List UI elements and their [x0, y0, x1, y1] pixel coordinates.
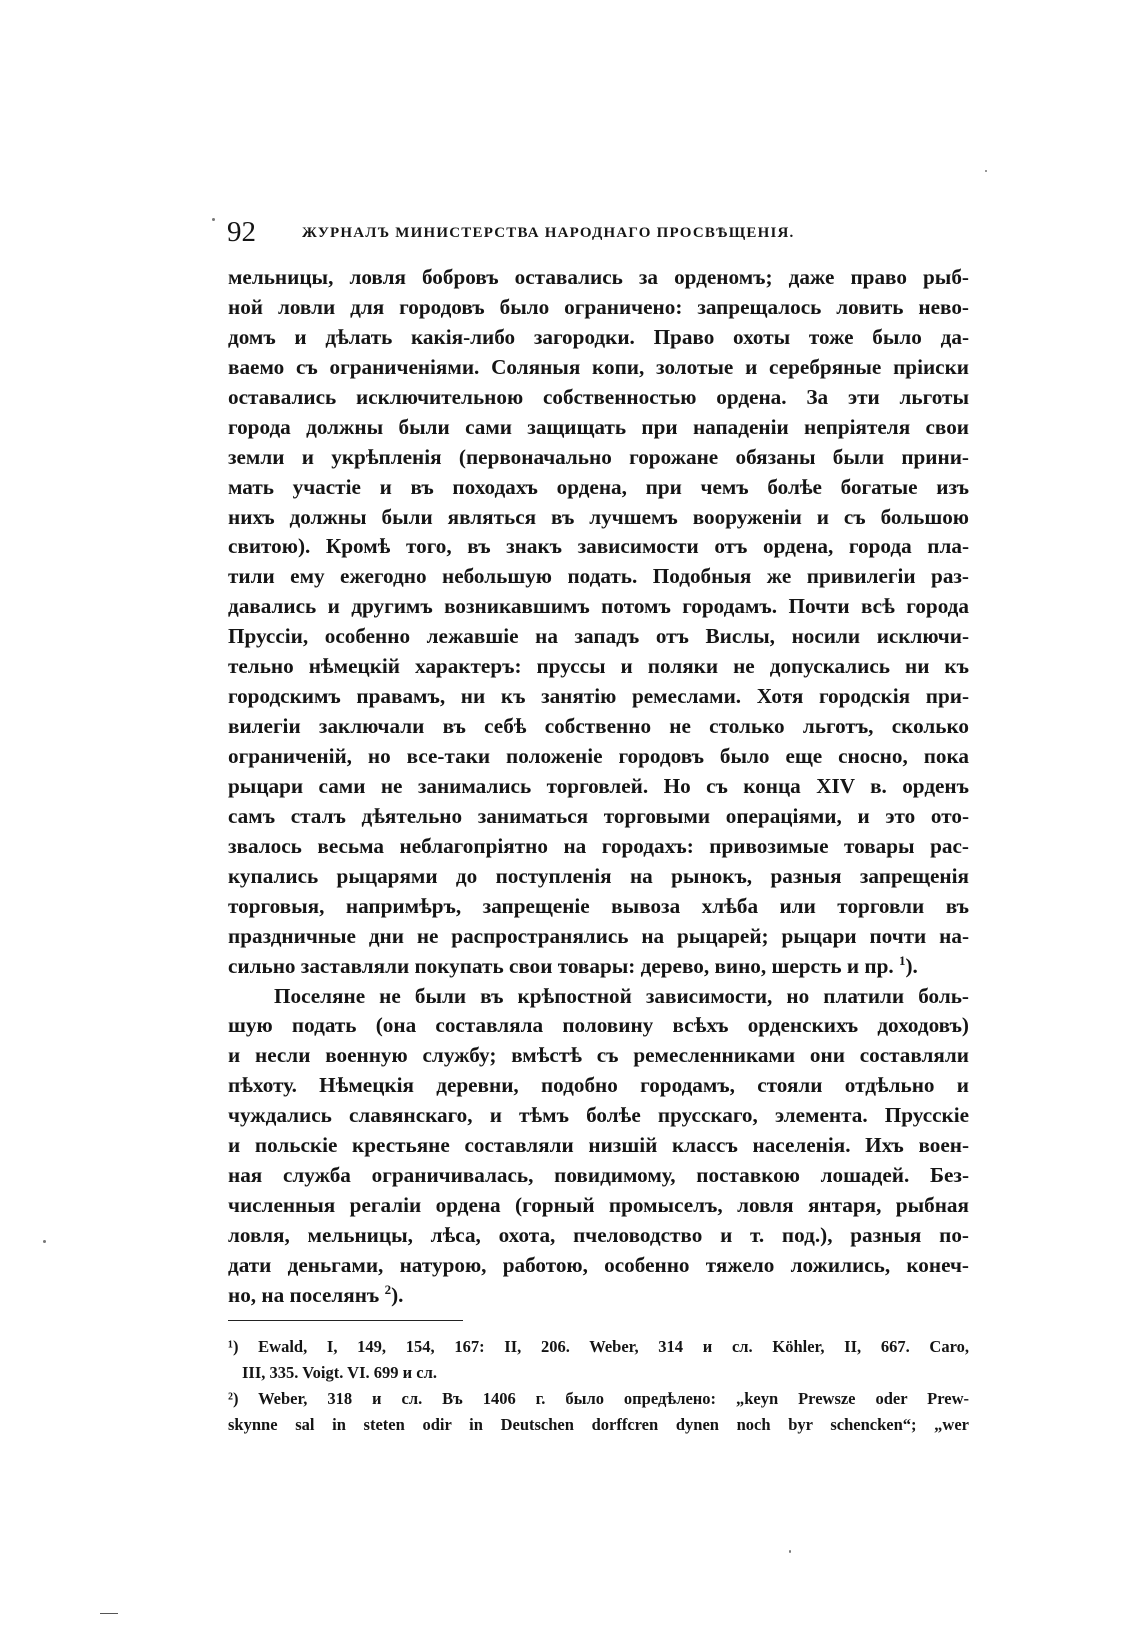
- footnote-ref-close: ).: [905, 953, 918, 978]
- footnote-line: ¹) Ewald, I, 149, 154, 167: II, 206. Weber, 314 и сл. Köhler, II, 667. Caro,: [228, 1337, 969, 1356]
- text-line: дати деньгами, натурою, работою, особенно тяжело ложились, конеч-: [228, 1252, 969, 1277]
- footnotes: [228, 1334, 969, 1438]
- text-line: чуждались славянскаго, и тѣмъ болѣе прусскаго, элемента. Прусскіе: [228, 1103, 969, 1128]
- footnote-line: ²) Weber, 318 и сл. Въ 1406 г. было опредѣлено: „keyn Prewsze oder Prew-: [228, 1389, 969, 1408]
- text-line: и несли военную службу; вмѣстѣ съ ремесленниками они составляли: [228, 1043, 969, 1068]
- text-line: оставались исключительною собственностью ордена. За эти льготы: [228, 384, 969, 409]
- text-line: ловля, мельницы, лѣса, охота, пчеловодство и т. под.), разныя по-: [228, 1223, 969, 1247]
- footnote-divider: [228, 1320, 463, 1321]
- text-line: нихъ должны были являться въ лучшемъ вооруженіи и съ большою: [228, 504, 969, 529]
- text-line: мать участіе и въ походахъ ордена, при чемъ болѣе богатые изъ: [228, 474, 969, 499]
- text-line: сильно заставляли покупать свои товары: дерево, вино, шерсть и пр.: [228, 953, 899, 978]
- text-line: ная служба ограничивалась, повидимому, поставкою лошадей. Без-: [228, 1163, 969, 1188]
- text-line-with-footnote-2: [228, 1281, 969, 1311]
- text-line: Пруссіи, особенно лежавшіе на западъ отъ Вислы, носили исключи-: [228, 624, 969, 649]
- text-line-with-footnote-1: [228, 952, 969, 982]
- text-line: праздничные дни не распространялись на рыцарей; рыцари почти на-: [228, 923, 969, 948]
- text-line: пѣхоту. Нѣмецкія деревни, подобно городамъ, стояли отдѣльно и: [228, 1073, 969, 1098]
- footnote-line: III, 335. Voigt. VI. 699 и сл.: [242, 1363, 437, 1382]
- text-line: купались рыцарями до поступленія на рынокъ, разныя запрещенія: [228, 863, 969, 888]
- text-line: тили ему ежегодно небольшую подать. Подобныя же привилегіи раз-: [228, 564, 969, 589]
- main-text: [228, 263, 969, 1311]
- footnote-ref-1[interactable]: 1: [898, 952, 906, 968]
- scan-speck: [43, 1240, 46, 1243]
- text-line: ваемо съ ограниченіями. Соляныя копи, золотые и серебряные пріиски: [228, 354, 969, 379]
- text-line: ной ловли для городовъ было ограничено: запрещалось ловить нево-: [228, 294, 969, 319]
- footnote-ref-2[interactable]: 2: [384, 1281, 392, 1297]
- text-line: городскимъ правамъ, ни къ занятію ремеслами. Хотя городскія при-: [228, 684, 969, 709]
- text-line: и польскіе крестьяне составляли низшій классъ населенія. Ихъ воен-: [228, 1133, 969, 1158]
- text-line: вилегіи заключали въ себѣ собственно не столько льготъ, сколько: [228, 714, 969, 739]
- text-line: города должны были сами защищать при нападеніи непріятеля свои: [228, 414, 969, 439]
- scan-speck: [985, 170, 987, 172]
- paragraph-start: Поселяне не были въ крѣпостной зависимости, но платили боль-: [274, 983, 969, 1008]
- text-line: свитою). Кромѣ того, въ знакъ зависимости отъ ордена, города пла-: [228, 534, 969, 559]
- text-line: но, на поселянъ: [228, 1282, 385, 1307]
- text-line: земли и укрѣпленія (первоначально горожане обязаны были прини-: [228, 444, 969, 469]
- text-line: шую подать (она составляла половину всѣхъ орденскихъ доходовъ): [228, 1013, 969, 1038]
- text-line: звалось весьма неблагопріятно на городахъ: привозимые товары рас-: [228, 833, 969, 858]
- text-line: самъ сталъ дѣятельно заниматься торговыми операціями, и это ото-: [228, 803, 969, 828]
- footnote-line: skynne sal in steten odir in Deutschen dorffcren dynen noch byr schencken“; „wer: [228, 1415, 969, 1434]
- scan-mark: [100, 1613, 118, 1614]
- scan-speck: [789, 1550, 791, 1553]
- text-line: мельницы, ловля бобровъ оставались за орденомъ; даже право рыб-: [228, 265, 969, 289]
- page-header: [225, 212, 970, 252]
- text-line: тельно нѣмецкій характеръ: пруссы и поляки не допускались ни къ: [228, 654, 969, 679]
- footnote-ref-close: ).: [391, 1282, 404, 1307]
- text-line: домъ и дѣлать какія-либо загородки. Право охоты тоже было да-: [228, 324, 969, 349]
- text-line: рыцари сами не занимались торговлей. Но съ конца XIV в. орденъ: [228, 773, 969, 798]
- running-head: ЖУРНАЛЪ МИНИСТЕРСТВА НАРОДНАГО ПРОСВѢЩЕНІЯ.: [302, 225, 795, 241]
- text-line: численныя регаліи ордена (горный промыселъ, ловля янтаря, рыбная: [228, 1193, 969, 1218]
- page-number: 92: [227, 216, 256, 248]
- text-line: давались и другимъ возникавшимъ потомъ городамъ. Почти всѣ города: [228, 594, 969, 619]
- text-line: ограниченій, но все-таки положеніе городовъ было еще сносно, пока: [228, 744, 969, 768]
- scan-speck: [212, 218, 215, 221]
- text-line: торговыя, напримѣръ, запрещеніе вывоза хлѣба или торговли въ: [228, 893, 969, 918]
